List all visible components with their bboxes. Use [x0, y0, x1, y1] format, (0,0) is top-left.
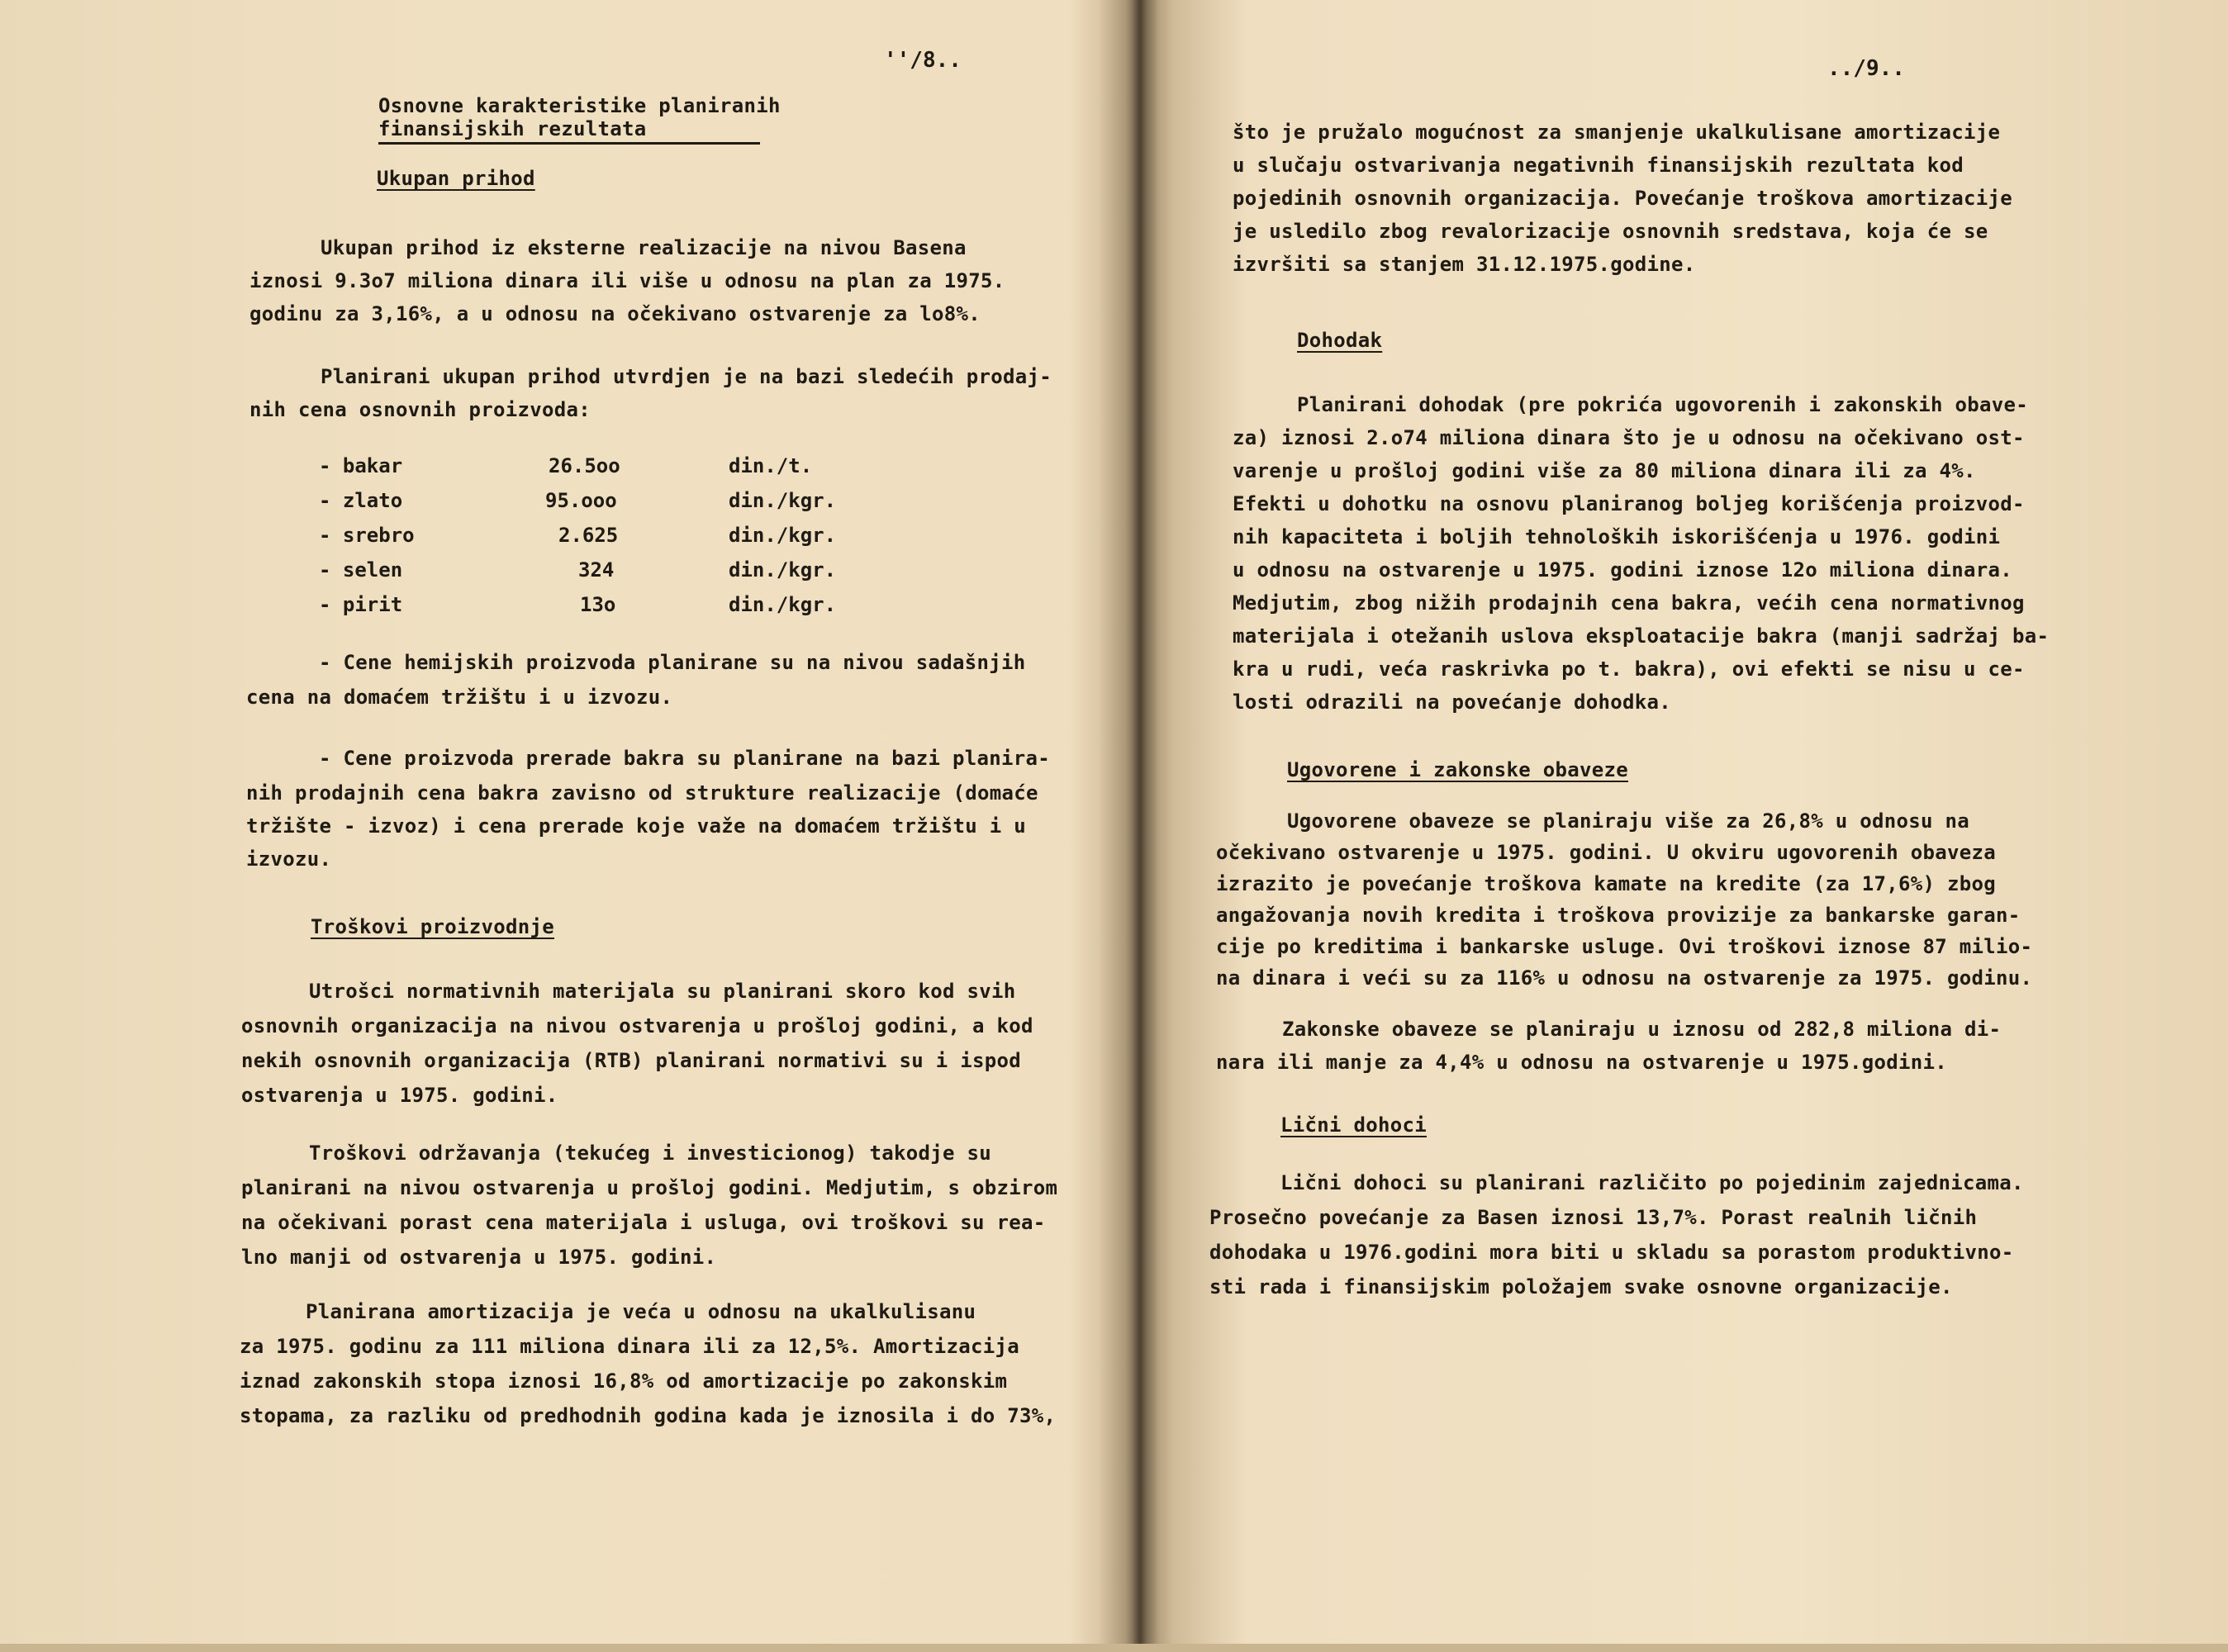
text-line: - Cene hemijskih proizvoda planirane su na nivou sadašnjih — [319, 651, 1026, 674]
page-edge — [0, 1644, 2228, 1652]
price-item: - pirit — [319, 593, 403, 616]
price-item: - srebro — [319, 524, 415, 547]
text-line: lno manji od ostvarenja u 1975. godini. — [241, 1246, 717, 1269]
text-line: Ukupan prihod iz eksterne realizacije na nivou Basena — [321, 236, 967, 259]
text-line: na dinara i veći su za 116% u odnosu na ostvarenje za 1975. godinu. — [1216, 966, 2033, 990]
text-line: Troškovi održavanja (tekućeg i investicionog) takodje su — [309, 1142, 991, 1165]
text-line: Efekti u dohotku na osnovu planiranog boljeg korišćenja proizvod- — [1233, 492, 2025, 515]
text-line: Planirani dohodak (pre pokrića ugovorenih i zakonskih obave- — [1297, 393, 2028, 416]
text-line: izvršiti sa stanjem 31.12.1975.godine. — [1233, 253, 1696, 276]
right-page — [1157, 0, 2228, 1644]
text-line: nih prodajnih cena bakra zavisno od strukture realizacije (domaće — [246, 781, 1038, 805]
text-line: Lični dohoci su planirani različito po pojedinim zajednicama. — [1280, 1171, 2024, 1194]
text-line: stopama, za razliku od predhodnih godina kada je iznosila i do 73%, — [240, 1404, 1057, 1427]
text-line: izvozu. — [246, 847, 332, 871]
text-line: cije po kreditima i bankarske usluge. Ovi troškovi iznose 87 milio- — [1216, 935, 2033, 958]
text-line: je usledilo zbog revalorizacije osnovnih sredstava, koja će se — [1233, 220, 1988, 243]
text-line: Planirana amortizacija je veća u odnosu na ukalkulisanu — [306, 1300, 976, 1323]
section-title-obaveze: Ugovorene i zakonske obaveze — [1287, 758, 1628, 781]
price-item: - zlato — [319, 489, 403, 512]
section-title-licni-dohoci: Lični dohoci — [1280, 1113, 1427, 1137]
text-line: materijala i otežanih uslova eksploatacije bakra (manji sadržaj ba- — [1233, 624, 2050, 648]
text-line: Utrošci normativnih materijala su planirani skoro kod svih — [309, 980, 1016, 1003]
price-value: 26.5oo — [549, 454, 620, 477]
text-line: pojedinih osnovnih organizacija. Povećanje troškova amortizacije — [1233, 187, 2012, 210]
price-item: - bakar — [319, 454, 403, 477]
text-line: ostvarenja u 1975. godini. — [241, 1084, 558, 1107]
heading-line-1: Osnovne karakteristike planiranih — [378, 94, 781, 117]
left-page — [0, 0, 1107, 1644]
heading-line-2: finansijskih rezultata — [378, 117, 647, 140]
price-value: 95.ooo — [545, 489, 617, 512]
price-unit: din./kgr. — [729, 489, 837, 512]
text-line: nih cena osnovnih proizvoda: — [249, 398, 591, 421]
text-line: iznosi 9.3o7 miliona dinara ili više u odnosu na plan za 1975. — [249, 269, 1005, 292]
price-value: 2.625 — [558, 524, 619, 547]
price-unit: din./kgr. — [729, 558, 837, 582]
text-line: očekivano ostvarenje u 1975. godini. U okviru ugovorenih obaveza — [1216, 841, 1996, 864]
text-line: Ugovorene obaveze se planiraju više za 26,8% u odnosu na — [1287, 809, 1969, 833]
text-line: dohodaka u 1976.godini mora biti u skladu sa porastom produktivno- — [1209, 1241, 2014, 1264]
text-line: kra u rudi, veća raskrivka po t. bakra), ovi efekti se nisu u ce- — [1233, 657, 2025, 681]
text-line: za 1975. godinu za 111 miliona dinara ili za 12,5%. Amortizacija — [240, 1335, 1019, 1358]
text-line: Medjutim, zbog nižih prodajnih cena bakra, većih cena normativnog — [1233, 591, 2025, 615]
text-line: na očekivani porast cena materijala i usluga, ovi troškovi su rea- — [241, 1211, 1046, 1234]
price-value: 324 — [578, 558, 615, 582]
text-line: varenje u prošloj godini više za 80 miliona dinara ili za 4%. — [1233, 459, 1976, 482]
page-number: ''/8.. — [884, 48, 962, 73]
text-line: izrazito je povećanje troškova kamate na kredite (za 17,6%) zbog — [1216, 872, 1996, 895]
text-line: godinu za 3,16%, a u odnosu na očekivano ostvarenje za lo8%. — [249, 302, 981, 325]
text-line: iznad zakonskih stopa iznosi 16,8% od amortizacije po zakonskim — [240, 1370, 1008, 1393]
text-line: osnovnih organizacija na nivou ostvarenja u prošloj godini, a kod — [241, 1014, 1033, 1037]
price-value: 13o — [580, 593, 616, 616]
text-line: Prosečno povećanje za Basen iznosi 13,7%. Porast realnih ličnih — [1209, 1206, 1978, 1229]
text-line: angažovanja novih kredita i troškova provizije za bankarske garan- — [1216, 904, 2021, 927]
text-line: losti odrazili na povećanje dohodka. — [1233, 691, 1671, 714]
text-line: cena na domaćem tržištu i u izvozu. — [246, 686, 673, 709]
text-line: sti rada i finansijskim položajem svake osnovne organizacije. — [1209, 1275, 1953, 1298]
section-title-ukupan-prihod: Ukupan prihod — [377, 167, 535, 190]
text-line: Zakonske obaveze se planiraju u iznosu od 282,8 miliona di- — [1282, 1018, 2002, 1041]
section-title-dohodak: Dohodak — [1297, 329, 1383, 352]
text-line: za) iznosi 2.o74 miliona dinara što je u odnosu na očekivano ost- — [1233, 426, 2025, 449]
text-line: u slučaju ostvarivanja negativnih finansijskih rezultata kod — [1233, 154, 1964, 177]
text-line: nekih osnovnih organizacija (RTB) planirani normativi su i ispod — [241, 1049, 1021, 1072]
text-line: Planirani ukupan prihod utvrdjen je na bazi sledećih prodaj- — [321, 365, 1052, 388]
text-line: - Cene proizvoda prerade bakra su planirane na bazi planira- — [319, 747, 1050, 770]
section-title-troskovi: Troškovi proizvodnje — [311, 915, 554, 938]
price-unit: din./kgr. — [729, 593, 837, 616]
text-line: što je pružalo mogućnost za smanjenje ukalkulisane amortizacije — [1233, 121, 2001, 144]
text-line: tržište - izvoz) i cena prerade koje važe na domaćem tržištu i u — [246, 814, 1026, 838]
price-item: - selen — [319, 558, 403, 582]
text-line: u odnosu na ostvarenje u 1975. godini iznose 12o miliona dinara. — [1233, 558, 2012, 582]
text-line: nih kapaciteta i boljih tehnoloških iskorišćenja u 1976. godini — [1233, 525, 2001, 548]
price-unit: din./t. — [729, 454, 813, 477]
text-line: nara ili manje za 4,4% u odnosu na ostvarenje u 1975.godini. — [1216, 1051, 1947, 1074]
page-number: ../9.. — [1827, 56, 1905, 81]
text-line: planirani na nivou ostvarenja u prošloj godini. Medjutim, s obzirom — [241, 1176, 1058, 1199]
price-unit: din./kgr. — [729, 524, 837, 547]
heading-rule — [378, 142, 760, 145]
